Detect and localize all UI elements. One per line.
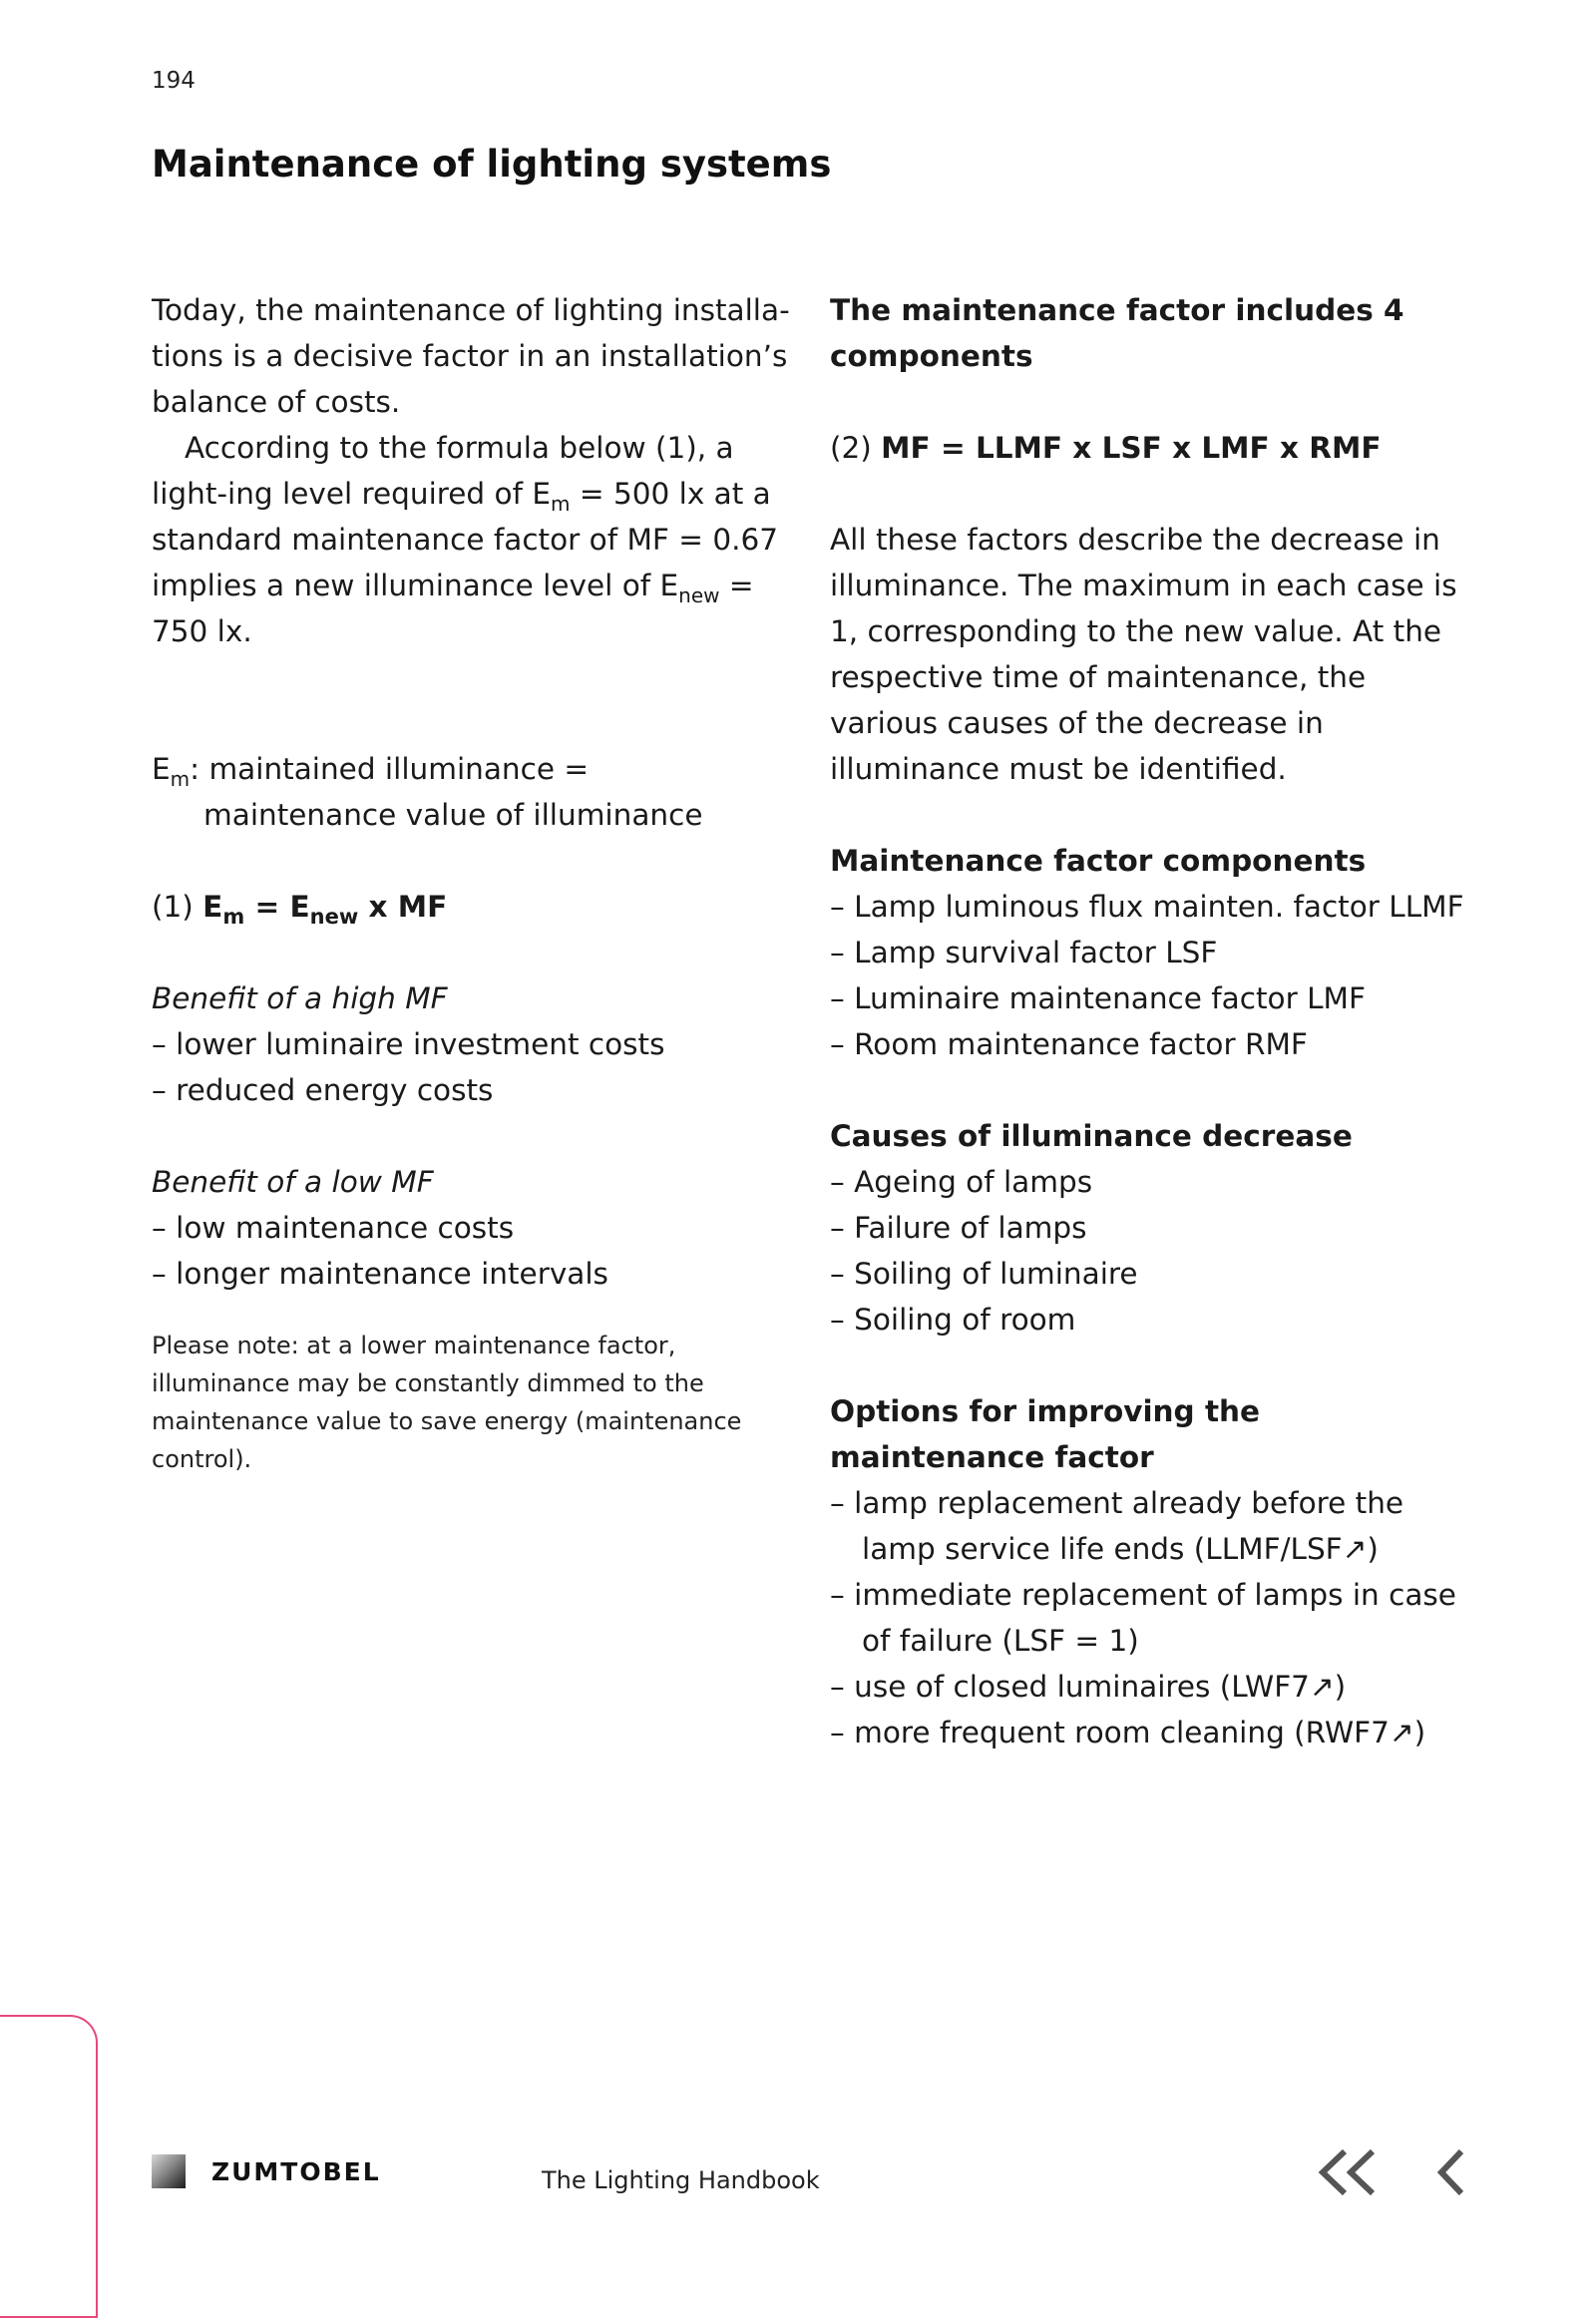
list-item: – Lamp luminous flux mainten. factor LLMF bbox=[830, 890, 1464, 924]
previous-page-button[interactable] bbox=[1416, 2142, 1486, 2202]
list-item: – Failure of lamps bbox=[830, 1211, 1087, 1245]
formula-1: (1) $E_m = E_{new}$ x MF bbox=[152, 890, 448, 929]
logo-square-icon bbox=[152, 2154, 186, 2188]
formula-explanation: According to the formula below (1), a light-ing level required of $E_m = 500$ lx at a standard maintenance factor of MF = 0.67 implies a new illuminance level of $E_{new} = 750$ lx. bbox=[152, 431, 779, 648]
book-title: The Lighting Handbook bbox=[542, 2166, 820, 2194]
list-item: – Luminaire maintenance factor LMF bbox=[830, 981, 1366, 1015]
list-item: – longer maintenance intervals bbox=[152, 1257, 608, 1291]
list-item: – reduced energy costs bbox=[152, 1073, 494, 1107]
mf-components-heading: Maintenance factor components bbox=[830, 844, 1367, 878]
chevron-left-icon bbox=[1431, 2147, 1471, 2197]
page-corner-marker bbox=[0, 2015, 98, 2318]
intro-paragraph: Today, the maintenance of lighting installa-tions is a decisive factor in an installation’s balance of costs. bbox=[152, 293, 790, 419]
list-item: – Soiling of luminaire bbox=[830, 1257, 1138, 1291]
formula-2: (2) MF = LLMF x LSF x LMF x RMF bbox=[830, 431, 1382, 465]
list-item: – lower luminaire investment costs bbox=[152, 1027, 665, 1061]
zumtobel-logo bbox=[152, 2154, 381, 2188]
list-item: – Lamp survival factor LSF bbox=[830, 936, 1218, 969]
high-mf-heading: Benefit of a high MF bbox=[152, 981, 448, 1015]
list-item: – use of closed luminaires (LWF7↗) bbox=[830, 1670, 1347, 1704]
list-item: – immediate replacement of lamps in case of failure (LSF = 1) bbox=[830, 1578, 1456, 1658]
logo-text: ZUMTOBEL bbox=[211, 2156, 381, 2186]
causes-heading: Causes of illuminance decrease bbox=[830, 1119, 1353, 1153]
page-number: 194 bbox=[152, 68, 196, 94]
list-item: – Room maintenance factor RMF bbox=[830, 1027, 1308, 1061]
list-item: – lamp replacement already before the lamp service life ends (LLMF/LSF↗) bbox=[830, 1486, 1404, 1566]
page-title: Maintenance of lighting systems bbox=[152, 143, 832, 186]
list-item: – more frequent room cleaning (RWF7↗) bbox=[830, 1716, 1426, 1749]
factors-paragraph: All these factors describe the decrease in illuminance. The maximum in each case is 1, corresponding to the new value. At the respective time of maintenance, the various causes of the decrease in illuminance must be identified. bbox=[830, 523, 1457, 786]
low-mf-heading: Benefit of a low MF bbox=[152, 1165, 434, 1199]
components-heading: The maintenance factor includes 4 components bbox=[830, 293, 1404, 373]
first-page-button[interactable] bbox=[1313, 2142, 1383, 2202]
double-chevron-left-icon bbox=[1315, 2147, 1381, 2197]
list-item: – low maintenance costs bbox=[152, 1211, 515, 1245]
list-item: – Soiling of room bbox=[830, 1303, 1076, 1337]
options-heading: Options for improving the maintenance factor bbox=[830, 1394, 1261, 1474]
definition-em-continued: maintenance value of illuminance bbox=[203, 798, 703, 832]
right-column bbox=[830, 287, 1468, 1755]
list-item: – Ageing of lamps bbox=[830, 1165, 1093, 1199]
note-paragraph: Please note: at a lower maintenance factor, illuminance may be constantly dimmed to the maintenance value to save energy (maintenance control). bbox=[152, 1332, 742, 1473]
left-column bbox=[152, 287, 810, 1478]
definition-em: $E_m$: maintained illuminance = bbox=[152, 752, 590, 791]
